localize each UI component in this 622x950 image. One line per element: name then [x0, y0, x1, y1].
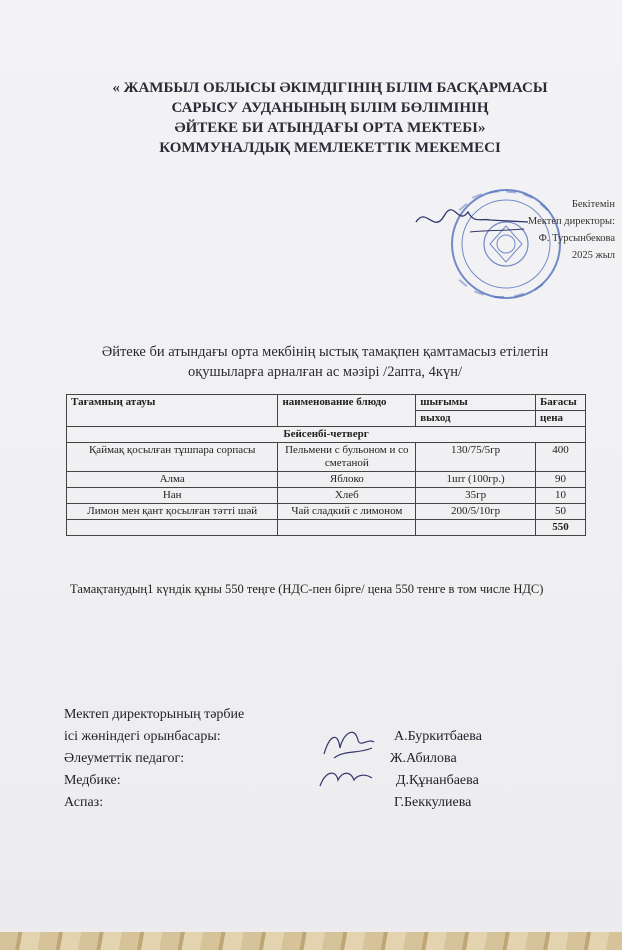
- social-pedagogue-name: Ж.Абилова: [390, 751, 457, 766]
- dish-name-kz: Қаймақ қосылған тұшпара сорпасы: [67, 443, 278, 472]
- dish-price: 400: [535, 443, 585, 472]
- deputy-name: А.Буркитбаева: [394, 729, 482, 744]
- header-line-2: САРЫСУ АУДАНЫНЫҢ БІЛІМ БӨЛІМІНІҢ: [171, 100, 489, 116]
- table-row: [67, 488, 586, 504]
- dish-price: 90: [535, 472, 585, 488]
- menu-title-line-1: Әйтеке би атындағы орта мекбінің ыстық тамақпен қамтамасыз етілетін: [101, 344, 549, 360]
- header-yield-ru: выход: [416, 411, 536, 427]
- dish-name-ru: Чай сладкий с лимоном: [278, 504, 416, 520]
- dish-yield: 200/5/10гр: [416, 504, 536, 520]
- approval-line-3: Ф. Турсынбекова: [538, 233, 615, 244]
- dish-name-ru: Яблоко: [278, 472, 416, 488]
- dish-yield: 1шт (100гр.): [416, 472, 536, 488]
- dish-name-ru: Хлеб: [278, 488, 416, 504]
- dish-name-kz: Нан: [67, 488, 278, 504]
- staff-block: [64, 704, 594, 814]
- approval-block: [505, 196, 615, 264]
- menu-title: [60, 342, 590, 382]
- dish-price: 50: [535, 504, 585, 520]
- header-name-ru: наименование блюдо: [278, 395, 416, 427]
- total-row: [67, 520, 586, 536]
- menu-table: [66, 394, 586, 536]
- approval-line-4: 2025 жыл: [571, 250, 615, 261]
- nurse-label: Медбике:: [64, 773, 121, 788]
- dish-name-ru: Пельмени с бульоном и со сметаной: [278, 443, 416, 472]
- total-price: 550: [535, 520, 585, 536]
- daily-cost-note: Тамақтанудың1 күндік құны 550 теңге (НДС-пен бірге/ цена 550 тенге в том числе НДС): [70, 582, 544, 596]
- header-price-kz: Бағасы: [535, 395, 585, 411]
- cook-name: Г.Беккулиева: [394, 795, 472, 810]
- header-yield-kz: шығымы: [416, 395, 536, 411]
- table-row: [67, 472, 586, 488]
- table-row: [67, 443, 586, 472]
- dish-yield: 35гр: [416, 488, 536, 504]
- table-row: [67, 504, 586, 520]
- dish-name-kz: Алма: [67, 472, 278, 488]
- header-name-kz: Тағамның атауы: [67, 395, 278, 427]
- dish-price: 10: [535, 488, 585, 504]
- deputy-label-line-2: ісі жөніндегі орынбасары:: [64, 729, 221, 744]
- floor-background: [0, 932, 622, 950]
- deputy-label-line-1: Мектеп директорының тәрбие: [64, 707, 245, 722]
- day-row: [67, 427, 586, 443]
- school-header: [80, 78, 580, 158]
- header-price-ru: цена: [535, 411, 585, 427]
- header-line-1: « ЖАМБЫЛ ОБЛЫСЫ ӘКІМДІГІНІҢ БІЛІМ БАСҚАРМАСЫ: [112, 80, 548, 96]
- social-pedagogue-label: Әлеуметтік педагог:: [64, 751, 185, 766]
- header-line-3: ӘЙТЕКЕ БИ АТЫНДАҒЫ ОРТА МЕКТЕБІ»: [174, 120, 486, 136]
- day-label: Бейсенбі-четверг: [67, 427, 586, 443]
- dish-yield: 130/75/5гр: [416, 443, 536, 472]
- header-row: [67, 395, 586, 411]
- menu-title-line-2: оқушыларға арналған ас мәзірі /2апта, 4күн/: [188, 364, 462, 380]
- approval-line-2: Мектеп директоры:: [527, 216, 615, 227]
- nurse-name: Д.Құнанбаева: [396, 773, 479, 788]
- cook-label: Аспаз:: [64, 795, 104, 810]
- header-line-4: КОММУНАЛДЫҚ МЕМЛЕКЕТТІК МЕКЕМЕСІ: [159, 140, 501, 156]
- dish-name-kz: Лимон мен қант қосылған тәтті шәй: [67, 504, 278, 520]
- approval-line-1: Бекітемін: [571, 199, 615, 210]
